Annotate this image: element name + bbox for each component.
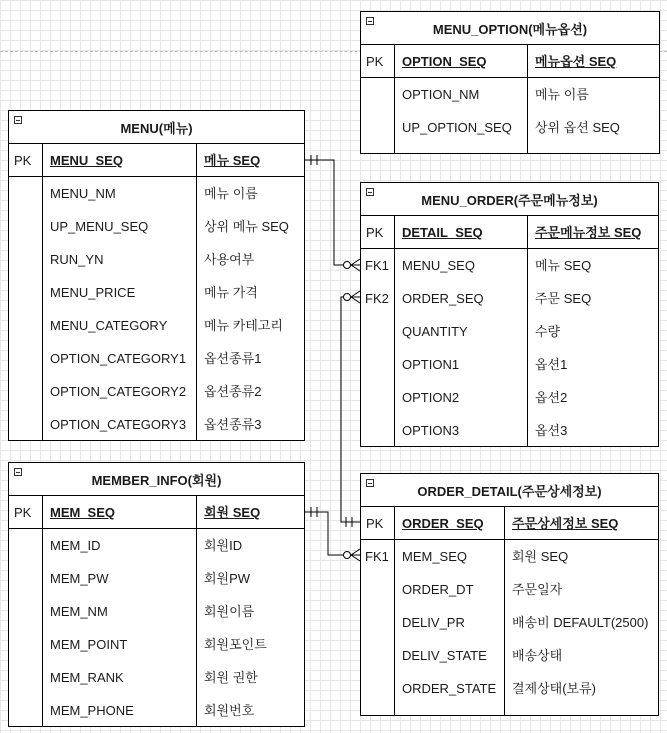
field-desc: 메뉴옵션 SEQ [535, 54, 617, 69]
field-desc: 회원ID [204, 538, 243, 553]
collapse-icon[interactable] [14, 116, 22, 124]
key-label: PK [14, 153, 32, 168]
field-desc: 주문일자 [512, 582, 563, 597]
field-name: MEM_RANK [50, 670, 124, 685]
table-row[interactable] [361, 672, 658, 705]
table-row[interactable] [361, 540, 658, 573]
table-header[interactable] [361, 12, 659, 45]
field-name: MEM_POINT [50, 637, 128, 652]
table-row[interactable] [9, 628, 304, 661]
field-desc: 메뉴 SEQ [204, 153, 261, 168]
field-desc: 회원PW [204, 571, 251, 586]
table-row[interactable] [361, 414, 658, 447]
field-name: MEM_SEQ [50, 505, 116, 520]
collapse-icon[interactable] [14, 468, 22, 476]
field-desc: 회원번호 [204, 703, 255, 718]
table-title: MENU(메뉴) [120, 120, 193, 136]
field-name: DELIV_PR [402, 615, 465, 630]
table-menu-option[interactable] [360, 11, 660, 154]
table-row[interactable] [9, 177, 304, 210]
field-desc: 결제상태(보류) [512, 681, 597, 696]
table-row[interactable] [9, 210, 304, 243]
table-row[interactable] [9, 562, 304, 595]
table-menu[interactable] [8, 110, 305, 441]
field-name: MEM_SEQ [402, 549, 468, 564]
field-desc: 회원 SEQ [204, 505, 261, 520]
field-name: OPTION2 [402, 390, 460, 405]
field-name: ORDER_DT [402, 582, 474, 597]
table-row[interactable] [9, 309, 304, 342]
table-order-detail[interactable] [360, 473, 659, 716]
field-name: MENU_PRICE [50, 285, 136, 300]
field-name: RUN_YN [50, 252, 104, 267]
field-name: MENU_SEQ [402, 258, 475, 273]
field-name: MEM_ID [50, 538, 101, 553]
field-desc: 수량 [535, 324, 561, 339]
field-desc: 사용여부 [204, 252, 255, 267]
table-row[interactable] [9, 529, 304, 562]
table-header[interactable] [9, 111, 304, 144]
table-row[interactable] [361, 249, 658, 282]
key-label: PK [366, 54, 384, 69]
field-desc: 옵션1 [535, 357, 568, 372]
collapse-icon[interactable] [366, 188, 374, 196]
table-header[interactable] [361, 183, 658, 216]
field-desc: 배송비 DEFAULT(2500) [512, 615, 649, 630]
field-desc: 메뉴 SEQ [535, 258, 592, 273]
key-label: FK1 [365, 258, 389, 273]
field-name: MEM_PW [50, 571, 109, 586]
field-desc: 회원 SEQ [512, 549, 569, 564]
field-desc: 상위 메뉴 SEQ [204, 219, 289, 234]
field-name: MENU_NM [50, 186, 116, 201]
field-desc: 메뉴 가격 [204, 285, 258, 300]
field-desc: 주문 SEQ [535, 291, 592, 306]
collapse-icon[interactable] [366, 17, 374, 25]
table-row[interactable] [361, 381, 658, 414]
field-desc: 옵션3 [535, 423, 568, 438]
key-label: PK [366, 516, 384, 531]
field-desc: 메뉴 이름 [535, 87, 589, 102]
table-row[interactable] [361, 606, 658, 639]
field-desc: 옵션종류3 [204, 417, 262, 432]
table-menu-order[interactable] [360, 182, 659, 447]
table-row[interactable] [9, 661, 304, 694]
field-name: OPTION_NM [402, 87, 480, 102]
field-name: MEM_PHONE [50, 703, 134, 718]
relation-menu-to-menu-order[interactable] [305, 155, 360, 271]
field-desc: 회원 권한 [204, 670, 258, 685]
table-header[interactable] [9, 463, 304, 496]
field-name: OPTION1 [402, 357, 460, 372]
table-row-pk[interactable] [361, 507, 658, 540]
field-desc: 옵션2 [535, 390, 568, 405]
table-row-pk[interactable] [361, 45, 659, 78]
table-row[interactable] [9, 408, 304, 441]
field-desc: 옵션종류2 [204, 384, 262, 399]
field-desc: 주문상세정보 SEQ [512, 516, 619, 531]
field-name: ORDER_SEQ [402, 516, 484, 531]
table-row[interactable] [9, 276, 304, 309]
table-row-pk[interactable] [361, 216, 658, 249]
field-name: OPTION_CATEGORY2 [50, 384, 187, 399]
table-row-pk[interactable] [9, 496, 304, 529]
table-title: MEMBER_INFO(회원) [91, 472, 222, 488]
key-label: FK2 [365, 291, 389, 306]
field-desc: 주문메뉴정보 SEQ [535, 225, 642, 240]
table-row[interactable] [361, 639, 658, 672]
table-row[interactable] [9, 595, 304, 628]
field-name: MEM_NM [50, 604, 108, 619]
table-row[interactable] [361, 573, 658, 606]
table-row[interactable] [361, 348, 658, 381]
field-name: ORDER_STATE [402, 681, 497, 696]
table-title: ORDER_DETAIL(주문상세정보) [417, 483, 602, 499]
table-row[interactable] [9, 375, 304, 408]
field-desc: 메뉴 이름 [204, 186, 258, 201]
table-row[interactable] [361, 111, 659, 144]
field-name: OPTION_CATEGORY3 [50, 417, 187, 432]
field-desc: 상위 옵션 SEQ [535, 120, 620, 135]
table-row-pk[interactable] [9, 144, 304, 177]
table-row[interactable] [9, 694, 304, 727]
field-name: QUANTITY [402, 324, 468, 339]
relation-order-detail-to-menu-order[interactable] [341, 291, 360, 527]
table-header[interactable] [361, 474, 658, 507]
field-desc: 배송상태 [512, 648, 563, 663]
field-desc: 메뉴 카테고리 [204, 318, 283, 333]
field-name: MENU_SEQ [50, 153, 123, 168]
table-row[interactable] [361, 315, 658, 348]
collapse-icon[interactable] [366, 479, 374, 487]
table-row[interactable] [9, 342, 304, 375]
table-title: MENU_OPTION(메뉴옵션) [432, 21, 588, 37]
relation-member-info-to-order-detail[interactable] [305, 507, 360, 561]
field-name: UP_MENU_SEQ [50, 219, 149, 234]
field-name: DETAIL_SEQ [402, 225, 483, 240]
field-name: OPTION_SEQ [402, 54, 487, 69]
field-name: OPTION3 [402, 423, 460, 438]
field-name: UP_OPTION_SEQ [402, 120, 512, 135]
field-desc: 회원이름 [204, 604, 255, 619]
field-name: ORDER_SEQ [402, 291, 484, 306]
table-member-info[interactable] [8, 462, 305, 727]
key-label: PK [366, 225, 384, 240]
field-name: OPTION_CATEGORY1 [50, 351, 187, 366]
table-row[interactable] [361, 282, 658, 315]
key-label: FK1 [365, 549, 389, 564]
key-label: PK [14, 505, 32, 520]
table-row[interactable] [9, 243, 304, 276]
table-title: MENU_ORDER(주문메뉴정보) [421, 192, 598, 208]
field-name: DELIV_STATE [402, 648, 487, 663]
table-row[interactable] [361, 78, 659, 111]
field-desc: 회원포인트 [204, 637, 267, 652]
field-desc: 옵션종류1 [204, 351, 262, 366]
field-name: MENU_CATEGORY [50, 318, 168, 333]
